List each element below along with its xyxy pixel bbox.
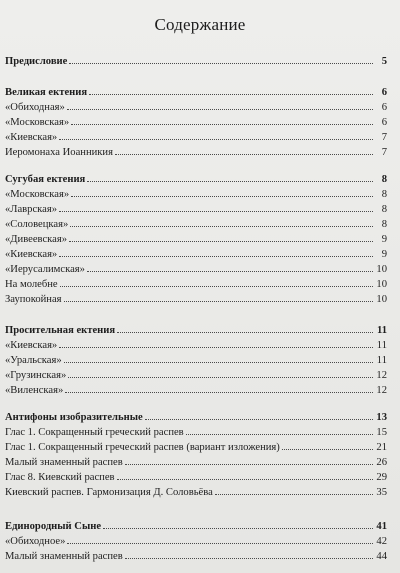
page-number: 9 xyxy=(381,234,387,245)
toc-entry xyxy=(0,485,400,500)
dot-leader xyxy=(71,188,373,197)
page-number: 21 xyxy=(376,442,387,453)
dot-leader xyxy=(59,248,373,257)
toc-section-heading xyxy=(0,323,400,338)
dot-leader xyxy=(186,426,373,435)
dot-leader xyxy=(59,339,373,348)
dot-leader xyxy=(125,550,373,559)
page-number: 6 xyxy=(381,102,387,113)
entry-title: Заупокойная xyxy=(5,294,62,305)
toc-section xyxy=(0,323,400,398)
toc-entry xyxy=(0,145,400,160)
page-number: 41 xyxy=(376,521,387,532)
entry-title: «Киевская» xyxy=(5,249,58,260)
dot-leader xyxy=(60,278,373,287)
toc-entry xyxy=(0,100,400,115)
entry-title: Глас 8. Киевский распев xyxy=(5,472,115,483)
page-number: 11 xyxy=(376,355,387,366)
toc-entry xyxy=(0,425,400,440)
dot-leader xyxy=(71,116,373,125)
entry-title: «Киевская» xyxy=(5,132,58,143)
dot-leader xyxy=(69,233,373,242)
dot-leader xyxy=(115,146,373,155)
page-number: 10 xyxy=(376,279,387,290)
toc-entry xyxy=(0,440,400,455)
dot-leader xyxy=(103,520,373,529)
section-title: Сугубая ектения xyxy=(5,174,86,185)
toc-section-heading xyxy=(0,172,400,187)
entry-title: «Уральская» xyxy=(5,355,62,366)
entry-title: «Виленская» xyxy=(5,385,64,396)
toc-entry xyxy=(0,115,400,130)
entry-title: «Дивеевская» xyxy=(5,234,68,245)
entry-title: «Соловецкая» xyxy=(5,219,69,230)
page-number: 10 xyxy=(376,264,387,275)
entry-title: Малый знаменный распев xyxy=(5,551,123,562)
toc-entry xyxy=(0,277,400,292)
toc-entry xyxy=(0,262,400,277)
dot-leader xyxy=(68,369,373,378)
section-title: Антифоны изобразительные xyxy=(5,412,143,423)
page-number: 8 xyxy=(381,204,387,215)
entry-title: «Московская» xyxy=(5,117,70,128)
dot-leader xyxy=(69,55,373,64)
dot-leader xyxy=(125,456,373,465)
page-number: 8 xyxy=(381,174,387,185)
entry-title: «Грузинская» xyxy=(5,370,67,381)
page-number: 6 xyxy=(381,117,387,128)
dot-leader xyxy=(67,535,373,544)
page-number: 5 xyxy=(381,56,387,67)
toc-entry xyxy=(0,217,400,232)
toc-entry xyxy=(0,455,400,470)
page-number: 8 xyxy=(381,189,387,200)
toc-section xyxy=(0,519,400,564)
page-number: 29 xyxy=(376,472,387,483)
toc-entry xyxy=(0,383,400,398)
toc-entry xyxy=(0,338,400,353)
page-number: 15 xyxy=(376,427,387,438)
entry-title: «Обиходная» xyxy=(5,102,65,113)
entry-title: Глас 1. Сокращенный греческий распев (вариант изложения) xyxy=(5,442,280,453)
entry-title: «Киевская» xyxy=(5,340,58,351)
page-number: 7 xyxy=(381,147,387,158)
page-number: 42 xyxy=(376,536,387,547)
dot-leader xyxy=(215,486,373,495)
dot-leader xyxy=(67,101,373,110)
toc-entry xyxy=(0,247,400,262)
toc-section xyxy=(0,172,400,307)
section-title: Единородный Сыне xyxy=(5,521,102,532)
toc-entry xyxy=(0,292,400,307)
entry-title: На молебне xyxy=(5,279,58,290)
toc-section xyxy=(0,85,400,160)
dot-leader xyxy=(89,86,373,95)
toc-section-heading xyxy=(0,85,400,100)
page-number: 12 xyxy=(376,385,387,396)
page-number: 13 xyxy=(376,412,387,423)
page-number: 11 xyxy=(376,325,387,336)
toc-section-heading xyxy=(0,410,400,425)
page-title: Содержание xyxy=(154,15,246,34)
page-number: 7 xyxy=(381,132,387,143)
page-number: 9 xyxy=(381,249,387,260)
page-number: 10 xyxy=(376,294,387,305)
entry-title: Киевский распев. Гармонизация Д. Соловьёва xyxy=(5,487,213,498)
dot-leader xyxy=(65,384,373,393)
dot-leader xyxy=(64,354,373,363)
toc-section xyxy=(0,410,400,500)
section-title: Великая ектения xyxy=(5,87,88,98)
entry-title: Иеромонаха Иоанникия xyxy=(5,147,113,158)
toc-section-heading xyxy=(0,519,400,534)
dot-leader xyxy=(145,411,373,420)
dot-leader xyxy=(282,441,373,450)
dot-leader xyxy=(59,203,373,212)
page-number: 8 xyxy=(381,219,387,230)
toc-entry xyxy=(0,470,400,485)
toc-entry xyxy=(0,232,400,247)
section-title: Предисловие xyxy=(5,56,68,67)
dot-leader xyxy=(87,173,373,182)
toc-entry xyxy=(0,202,400,217)
page-number: 44 xyxy=(376,551,387,562)
toc-entry xyxy=(0,353,400,368)
entry-title: Малый знаменный распев xyxy=(5,457,123,468)
section-title: Просительная ектения xyxy=(5,325,116,336)
page-number: 11 xyxy=(376,340,387,351)
toc-entry xyxy=(0,368,400,383)
toc-section-heading xyxy=(0,54,400,69)
dot-leader xyxy=(59,131,373,140)
entry-title: Глас 1. Сокращенный греческий распев xyxy=(5,427,184,438)
toc-section xyxy=(0,54,400,69)
dot-leader xyxy=(87,263,373,272)
dot-leader xyxy=(117,324,373,333)
toc-entry xyxy=(0,187,400,202)
entry-title: «Московская» xyxy=(5,189,70,200)
page-number: 26 xyxy=(376,457,387,468)
entry-title: «Лаврская» xyxy=(5,204,58,215)
page-number: 6 xyxy=(381,87,387,98)
toc-entry xyxy=(0,549,400,564)
dot-leader xyxy=(70,218,373,227)
toc-entry xyxy=(0,534,400,549)
page-number: 35 xyxy=(376,487,387,498)
entry-title: «Обиходное» xyxy=(5,536,66,547)
page-number: 12 xyxy=(376,370,387,381)
entry-title: «Иерусалимская» xyxy=(5,264,85,275)
dot-leader xyxy=(117,471,373,480)
dot-leader xyxy=(64,293,373,302)
toc-entry xyxy=(0,130,400,145)
